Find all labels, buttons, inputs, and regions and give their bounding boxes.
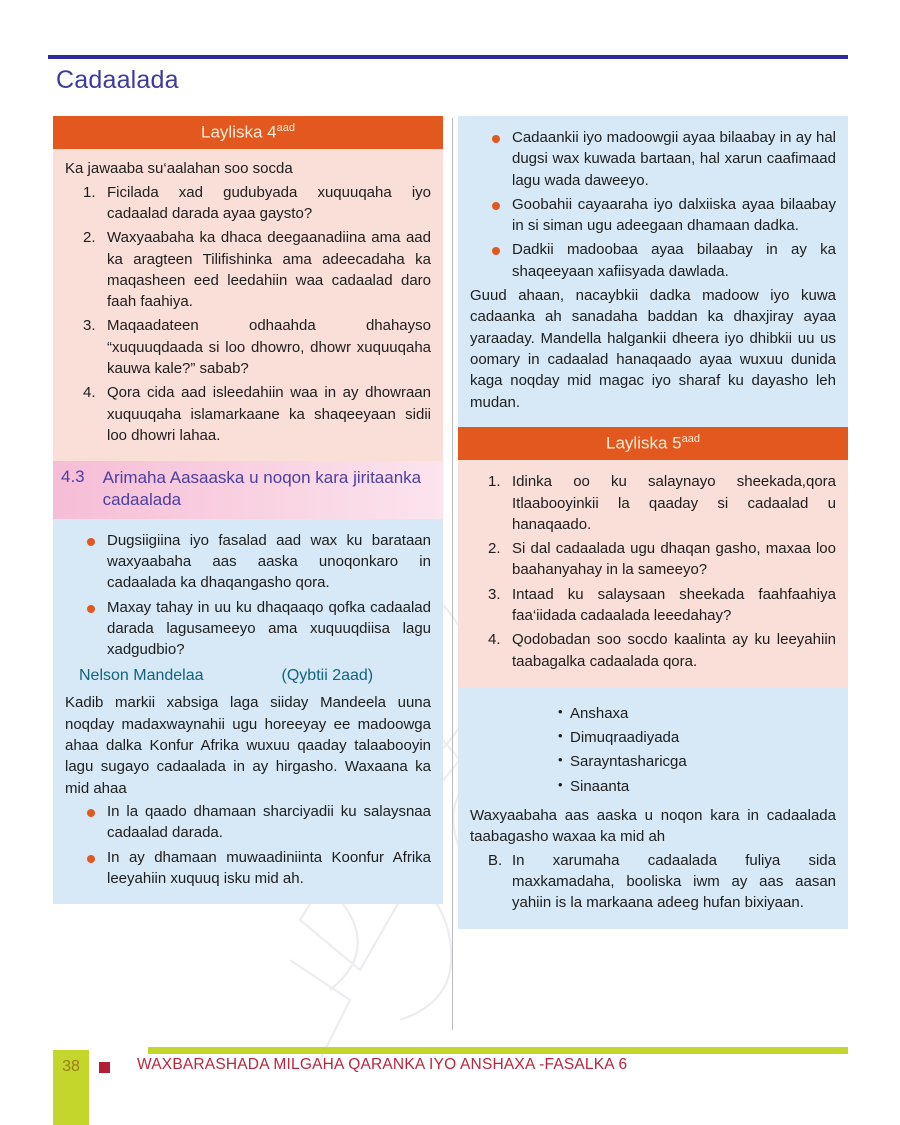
left-blue-block: [53, 519, 443, 904]
exercise-4-label: Layliska 4: [201, 122, 277, 142]
list-item: • Sarayntasharicga: [570, 750, 836, 774]
list-item: Qodobadan soo socdo kaalinta ay ku leeyahiin taabagalka cadaalada qora.: [512, 631, 836, 670]
list-item: Waxyaabaha ka dhaca deegaanadiina ama aad ka aragteen Tilifishinka ama adeecadaha ka maqasheen eed leedahiin waa cadaalad daro faah faahiya.: [107, 229, 431, 311]
exercise-5-superscript: aad: [681, 432, 700, 445]
list-item: B. In xarumaha cadaalada fuliya sida maxkamadaha, booliska iwm ay aas aasan yahiin is la markaana adeeg hufan bixiyaan.: [470, 850, 836, 914]
list-item: Maxay tahay in uu ku dhaqaaqo qofka cadaalad darada lagusameeyo ama xuquuqdiisa lagu xadgudbio?: [65, 597, 431, 661]
footer-title: WAXBARASHADA MILGAHA QARANKA IYO ANSHAXA -FASALKA 6: [137, 1056, 628, 1073]
exercise-5-label: Layliska 5: [606, 433, 682, 453]
exercise-4-question-list: [65, 182, 431, 447]
list-item: Ficilada xad gudubyada xuquuqaha iyo cadaalad darada ayaa gaysto?: [107, 183, 431, 222]
list-item: • Dimuqraadiyada: [570, 726, 836, 750]
footer-rule: [148, 1047, 848, 1054]
attribution-part: (Qybtii 2aad): [281, 667, 374, 685]
left-bullet-list-1: [65, 530, 431, 661]
section-title: Arimaha Aasaaska u noqon kara jiritaanka cadaalada: [102, 468, 422, 509]
list-item: • Anshaxa: [570, 702, 836, 726]
list-item: Intaad ku salaysaan sheekada faahfaahiya faa‘iidada cadaalada leeedahay?: [512, 585, 836, 624]
page-number: 38: [53, 1050, 89, 1125]
principles-list: [470, 702, 836, 799]
list-item: Goobahii cayaaraha iyo dalxiiska ayaa bilaabay in si siman ugu adeegaan dhamaan dadka.: [470, 194, 836, 237]
right-blue-block-top: [458, 116, 848, 427]
list-item: • Sinaanta: [570, 775, 836, 799]
left-column: [53, 116, 443, 904]
attribution-line: [79, 667, 431, 685]
list-item: Dugsiigiina iyo fasalad aad wax ku barataan waxyaabaha aas aaska unoqonkaro in cadaalada ka dhaqangasho qora.: [65, 530, 431, 594]
list-item: In la qaado dhamaan sharciyadii ku salaysnaa cadaalad darada.: [65, 801, 431, 844]
list-item: Maqaadateen odhaahda dhahayso “xuquuqdaada si loo dhowro, dhowr xuquuqaha kauwa kale?” sabab?: [107, 317, 431, 378]
exercise-4-intro: Ka jawaaba su‘aalahan soo socda: [65, 160, 293, 178]
exercise-4-header: [53, 116, 443, 149]
column-divider: [452, 118, 453, 1030]
exercise-5-question-list: [470, 471, 836, 672]
exercise-4-superscript: aad: [276, 122, 295, 134]
list-item: Si dal cadaalada ugu dhaqan gasho, maxaa loo baahanyahay in la sameeyo?: [512, 540, 836, 579]
mandela-paragraph: Kadib markii xabsiga laga siiday Mandeela uuna noqday madaxwaynahii ugu horeeyay ee madoowga ahaa dalka Konfur Afrika wuxuu qaaday talaabooyin lagu sugayo cadaalada in ay hirgasho. Waxaana ka mid ahaa: [65, 694, 431, 797]
top-rule-divider: [48, 55, 848, 59]
attribution-name: Nelson Mandelaa: [79, 667, 204, 685]
list-item: Qora cida aad isleedahiin waa in ay dhowraan xuquuqaha islamarkaane ka shaqeeyaan sidii loo dhowri lahaa.: [107, 384, 431, 444]
list-item: Cadaankii iyo madoowgii ayaa bilaabay in ay hal dugsi wax kuwada bartaan, hal xarun caafimaad lagu wada daweeyo.: [470, 127, 836, 191]
right-blue-block-bottom: [458, 687, 848, 929]
right-column: [458, 116, 848, 929]
left-bullet-list-2: [65, 801, 431, 889]
waxyaabaha-paragraph: Waxyaabaha aas aaska u noqon kara in cadaalada taabagasho waxaa ka mid ah: [470, 807, 836, 846]
footer-square-icon: [99, 1062, 110, 1073]
exercise-5-header: [458, 427, 848, 460]
right-bullet-list-1: [470, 127, 836, 282]
lettered-item-list: [470, 850, 836, 914]
guud-ahaan-paragraph: Guud ahaan, nacaybkii dadka madoow iyo kuwa cadaanka ah sanadaha baddan ka dhaxjiray ayaa yaraaday. Mandella halgankii dheera iyo dhibkii uu us oomary in cadaalad hanaqaado ayaa wuxuu dunida kaga noqday mid magac iyo sharaf ku dayasho leh mudan.: [470, 287, 836, 411]
list-item: In ay dhamaan muwaadiniinta Koonfur Afrika leeyahiin xuquuq isku mid ah.: [65, 847, 431, 890]
section-number: 4.3: [61, 467, 85, 487]
exercise-4-body: [53, 149, 443, 461]
section-4-3-heading: [53, 461, 443, 519]
exercise-5-body: [458, 460, 848, 687]
list-item: Idinka oo ku salaynayo sheekada,qora Itlaabooyinkii la qaaday si cadaalad u hanaqaado.: [512, 473, 836, 533]
page-title: Cadaalada: [56, 66, 179, 94]
list-item: Dadkii madoobaa ayaa bilaabay in ay ka shaqeeyaan xafiisyada dawlada.: [470, 239, 836, 282]
